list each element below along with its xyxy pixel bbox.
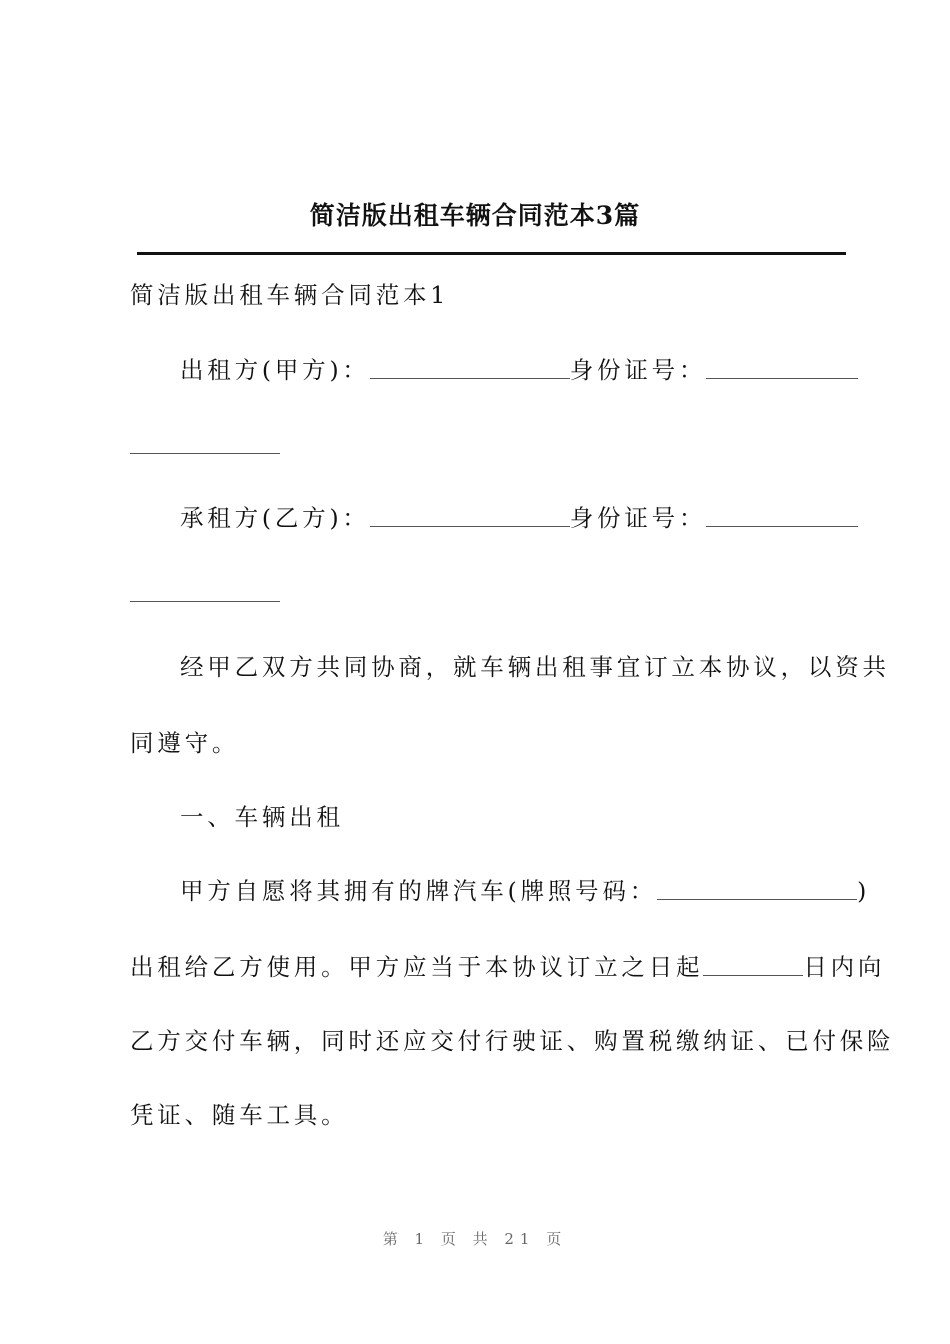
section1-line-2-text: 出租给乙方使用。甲方应当于本协议订立之日起 [130,953,704,981]
contract-subtitle: 简洁版出租车辆合同范本1 [130,281,450,309]
lessor-id-continuation [130,430,842,460]
section1-line-3: 乙方交付车辆，同时还应交付行驶证、购置税缴纳证、已付保险 [130,1027,895,1055]
lessee-line [180,503,842,533]
section1-line-4: 凭证、随车工具。 [130,1101,349,1129]
section1-line-1-text: 甲方自愿将其拥有的牌汽车(牌照号码： [180,877,658,905]
lessee-name-blank [370,506,570,527]
section1-line-1-close: ) [857,877,871,905]
document-title: 简洁版出租车辆合同范本3篇 [309,201,641,230]
lessee-id-blank [706,506,858,527]
section1-line-2 [130,952,886,982]
intro-paragraph-line-1: 经甲乙双方共同协商，就车辆出租事宜订立本协议，以资共 [180,653,890,681]
lessee-id-continuation [130,578,842,608]
plate-number-blank [657,879,857,900]
title-divider [137,252,846,255]
lessor-id-blank-continued [130,433,280,454]
section1-line-2-tail: 日内向 [803,953,886,981]
section-heading-vehicle-rental: 一、车辆出租 [180,803,344,831]
lessor-label: 出租方(甲方)： [180,356,370,384]
lessor-id-label: 身份证号： [569,356,707,384]
lessee-id-label: 身份证号： [569,504,707,532]
intro-paragraph-line-2: 同遵守。 [130,729,240,757]
lessee-id-blank-continued [130,581,280,602]
lessee-label: 承租方(乙方)： [180,504,370,532]
lessor-line [180,355,842,385]
lessor-name-blank [370,358,570,379]
section1-line-1 [180,876,871,906]
page-number-footer: 第 1 页 共 21 页 [382,1230,568,1248]
lessor-id-blank [706,358,858,379]
delivery-days-blank [703,955,803,976]
